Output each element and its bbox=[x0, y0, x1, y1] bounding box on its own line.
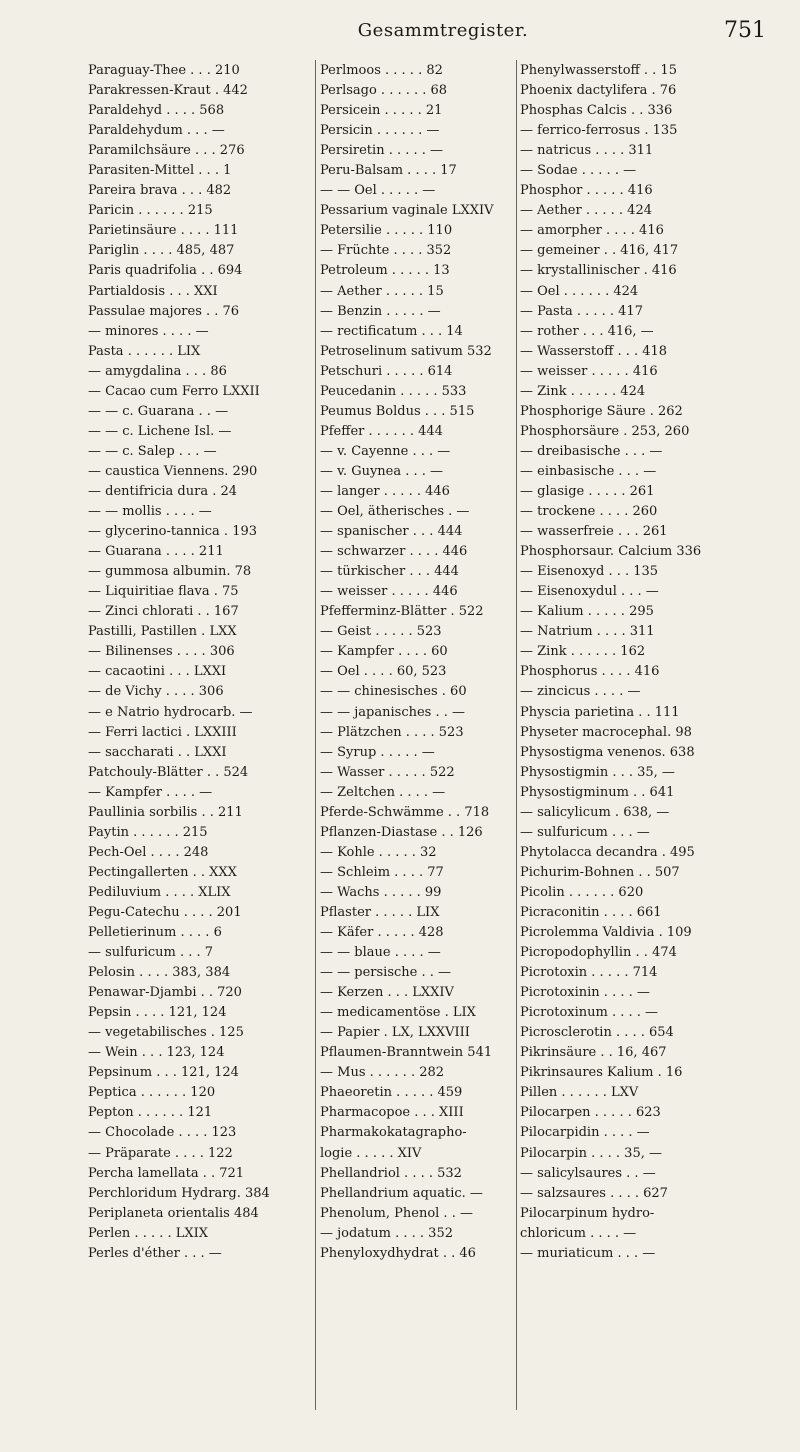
index-entry: — dreibasische . . . — bbox=[520, 443, 663, 459]
index-entry: — amygdalina . . . 86 bbox=[88, 363, 227, 379]
index-entry: — Liquiritiae flava . 75 bbox=[88, 584, 239, 600]
index-entry: Phosphorsäure . 253, 260 bbox=[520, 423, 690, 439]
index-entry: — cacaotini . . . LXXI bbox=[88, 664, 227, 680]
page-number: 751 bbox=[724, 18, 766, 43]
index-entry: — Schleim . . . . 77 bbox=[320, 864, 444, 880]
index-entry: Phenylwasserstoff . . 15 bbox=[520, 63, 677, 78]
index-entry: — langer . . . . . 446 bbox=[320, 483, 450, 499]
index-entry: — salicylsaures . . — bbox=[520, 1165, 656, 1181]
index-entry: Peptica . . . . . . 120 bbox=[88, 1085, 216, 1101]
index-entry: — — c. Salep . . . — bbox=[88, 443, 217, 459]
index-entry: — — persische . . — bbox=[320, 965, 452, 981]
index-entry: Perlsago . . . . . . 68 bbox=[320, 83, 448, 99]
index-entry: Pilocarpin . . . . 35, — bbox=[520, 1145, 662, 1161]
index-entry: Pillen . . . . . . LXV bbox=[520, 1085, 639, 1101]
index-entry: — spanischer . . . 444 bbox=[320, 524, 463, 540]
index-entry: — saccharati . . LXXI bbox=[88, 744, 227, 760]
index-entry: — medicamentöse . LIX bbox=[320, 1005, 476, 1021]
index-entry: — caustica Viennens. 290 bbox=[88, 463, 258, 479]
index-entry: — Zink . . . . . . 424 bbox=[520, 383, 646, 399]
index-entry: Pelosin . . . . 383, 384 bbox=[88, 965, 231, 981]
index-entry: Parakressen-Kraut . 442 bbox=[88, 83, 248, 99]
index-entry: — Eisenoxydul . . . — bbox=[520, 584, 659, 600]
index-entry: — Wasser . . . . . 522 bbox=[320, 764, 455, 780]
index-entry: Paraldehydum . . . — bbox=[88, 123, 225, 139]
index-entry: — gemeiner . . 416, 417 bbox=[520, 243, 679, 259]
index-entry: — Guarana . . . . 211 bbox=[88, 544, 224, 560]
index-entry: — ferrico-ferrosus . 135 bbox=[520, 123, 678, 139]
index-entry: Paricin . . . . . . 215 bbox=[88, 203, 213, 219]
index-entry: Pasta . . . . . . LIX bbox=[88, 343, 201, 359]
index-entry: — Früchte . . . . 352 bbox=[320, 243, 452, 259]
index-entry: — einbasische . . . — bbox=[520, 463, 657, 479]
index-entry: — Benzin . . . . . — bbox=[320, 303, 441, 319]
column-rule bbox=[516, 60, 517, 1410]
index-entry: Pariglin . . . . 485, 487 bbox=[88, 243, 235, 259]
index-entry: Perles d'éther . . . — bbox=[88, 1245, 222, 1261]
index-entry: — Pasta . . . . . 417 bbox=[520, 303, 643, 319]
index-entry: Perlen . . . . . LXIX bbox=[88, 1225, 209, 1241]
index-column-3 bbox=[520, 61, 715, 1264]
index-entry: — weisser . . . . . 416 bbox=[520, 363, 658, 379]
index-entry: Perchloridum Hydrarg. 384 bbox=[88, 1185, 270, 1201]
index-entry: Paraldehyd . . . . 568 bbox=[88, 103, 225, 119]
index-entry: Pilocarpinum hydro- bbox=[520, 1205, 655, 1221]
index-entry: — Papier . LX, LXXVIII bbox=[320, 1025, 470, 1041]
index-entry: — de Vichy . . . . 306 bbox=[88, 684, 224, 700]
index-entry: — Plätzchen . . . . 523 bbox=[320, 724, 464, 740]
index-entry: — Aether . . . . . 424 bbox=[520, 203, 652, 219]
index-entry: Petroselinum sativum 532 bbox=[320, 343, 492, 359]
index-entry: Picropodophyllin . . 474 bbox=[520, 945, 677, 961]
index-entry: Paris quadrifolia . . 694 bbox=[88, 263, 243, 279]
index-entry: Persiretin . . . . . — bbox=[320, 143, 444, 159]
index-entry: Picolin . . . . . . 620 bbox=[520, 884, 644, 900]
index-entry: — amorpher . . . . 416 bbox=[520, 223, 664, 239]
index-entry: Peumus Boldus . . . 515 bbox=[320, 403, 475, 419]
index-entry: Pilocarpen . . . . . 623 bbox=[520, 1105, 661, 1121]
index-entry: Phellandriol . . . . 532 bbox=[320, 1165, 462, 1181]
index-entry: — salicylicum . 638, — bbox=[520, 804, 670, 820]
index-entry: Passulae majores . . 76 bbox=[88, 303, 240, 319]
index-entry: Perlmoos . . . . . 82 bbox=[320, 63, 443, 78]
index-entry: Pessarium vaginale LXXIV bbox=[320, 203, 494, 219]
index-entry: — türkischer . . . 444 bbox=[320, 564, 459, 580]
index-entry: — salzsaures . . . . 627 bbox=[520, 1185, 668, 1201]
index-entry: — Käfer . . . . . 428 bbox=[320, 925, 444, 941]
index-entry: — — japanisches . . — bbox=[320, 704, 465, 720]
index-entry: Parietinsäure . . . . 111 bbox=[88, 223, 239, 239]
index-entry: Phosphor . . . . . 416 bbox=[520, 183, 653, 199]
index-entry: Pech-Oel . . . . 248 bbox=[88, 844, 209, 860]
index-entry: Pectingallerten . . XXX bbox=[88, 864, 237, 880]
index-entry: Phosphorus . . . . 416 bbox=[520, 664, 660, 680]
index-entry: — Syrup . . . . . — bbox=[320, 744, 435, 760]
index-entry: — Kalium . . . . . 295 bbox=[520, 604, 654, 620]
index-entry: — — c. Lichene Isl. — bbox=[88, 423, 232, 439]
index-entry: — Mus . . . . . . 282 bbox=[320, 1065, 445, 1081]
index-entry: — zincicus . . . . — bbox=[520, 684, 641, 700]
index-entry: — Bilinenses . . . . 306 bbox=[88, 644, 235, 660]
index-entry: Pfefferminz-Blätter . 522 bbox=[320, 604, 484, 620]
index-entry: — wasserfreie . . . 261 bbox=[520, 524, 668, 540]
index-entry: Parasiten-Mittel . . . 1 bbox=[88, 163, 232, 179]
index-entry: — Kampfer . . . . — bbox=[88, 784, 213, 800]
index-entry: Pichurim-Bohnen . . 507 bbox=[520, 864, 680, 880]
index-entry: Phellandrium aquatic. — bbox=[320, 1185, 483, 1201]
index-entry: Persicin . . . . . . — bbox=[320, 123, 440, 139]
index-entry: — sulfuricum . . . — bbox=[520, 824, 650, 840]
index-entry: Pferde-Schwämme . . 718 bbox=[320, 804, 490, 820]
index-entry: — v. Cayenne . . . — bbox=[320, 443, 451, 459]
index-entry: Pflaster . . . . . LIX bbox=[320, 904, 440, 920]
index-entry: Pikrinsäure . . 16, 467 bbox=[520, 1045, 667, 1061]
index-entry: — Chocolade . . . . 123 bbox=[88, 1125, 237, 1141]
index-entry: — Natrium . . . . 311 bbox=[520, 624, 655, 640]
index-entry: Physcia parietina . . 111 bbox=[520, 704, 680, 720]
index-entry: — vegetabilisches . 125 bbox=[88, 1025, 244, 1041]
index-entry: Periplaneta orientalis 484 bbox=[88, 1205, 259, 1221]
index-entry: — e Natrio hydrocarb. — bbox=[88, 704, 253, 720]
index-entry: — minores . . . . — bbox=[88, 323, 209, 339]
index-entry: — Kerzen . . . LXXIV bbox=[320, 985, 454, 1001]
index-entry: Partialdosis . . . XXI bbox=[88, 283, 218, 299]
index-entry: Petersilie . . . . . 110 bbox=[320, 223, 453, 239]
index-entry: Pareira brava . . . 482 bbox=[88, 183, 232, 199]
index-entry: Paraguay-Thee . . . 210 bbox=[88, 63, 240, 78]
index-entry: Picrotoxin . . . . . 714 bbox=[520, 965, 658, 981]
index-entry: — Wachs . . . . . 99 bbox=[320, 884, 442, 900]
index-entry: — — mollis . . . . — bbox=[88, 504, 212, 520]
index-entry: — Zeltchen . . . . — bbox=[320, 784, 446, 800]
index-entry: — krystallinischer . 416 bbox=[520, 263, 677, 279]
index-entry: Phaeoretin . . . . . 459 bbox=[320, 1085, 463, 1101]
index-entry: — Kohle . . . . . 32 bbox=[320, 844, 437, 860]
index-entry: — — chinesisches . 60 bbox=[320, 684, 467, 700]
index-entry: Persicein . . . . . 21 bbox=[320, 103, 443, 119]
index-entry: — Geist . . . . . 523 bbox=[320, 624, 442, 640]
index-column-1 bbox=[88, 61, 312, 1264]
index-entry: — — c. Guarana . . — bbox=[88, 403, 229, 419]
index-entry: Phosphorige Säure . 262 bbox=[520, 403, 683, 419]
index-entry: — Aether . . . . . 15 bbox=[320, 283, 444, 299]
index-entry: Peru-Balsam . . . . 17 bbox=[320, 163, 457, 179]
index-entry: Phytolacca decandra . 495 bbox=[520, 844, 695, 860]
index-entry: — rectificatum . . . 14 bbox=[320, 323, 463, 339]
index-column-2 bbox=[320, 61, 513, 1264]
index-entry: Physostigmin . . . 35, — bbox=[520, 764, 675, 780]
index-entry: — gummosa albumin. 78 bbox=[88, 564, 252, 580]
index-entry: — Oel . . . . . . 424 bbox=[520, 283, 639, 299]
index-entry: — Cacao cum Ferro LXXII bbox=[88, 383, 260, 399]
index-entry: Phosphas Calcis . . 336 bbox=[520, 103, 673, 119]
index-entry: — rother . . . 416, — bbox=[520, 323, 654, 339]
index-entry: — v. Guynea . . . — bbox=[320, 463, 444, 479]
index-entry: Pegu-Catechu . . . . 201 bbox=[88, 904, 242, 920]
index-entry: — — blaue . . . . — bbox=[320, 945, 441, 961]
column-rule bbox=[315, 60, 316, 1410]
index-entry: Paytin . . . . . . 215 bbox=[88, 824, 208, 840]
running-title: Gesammtregister. bbox=[357, 20, 529, 41]
index-entry: — glasige . . . . . 261 bbox=[520, 483, 655, 499]
index-entry: Picrotoxinum . . . . — bbox=[520, 1005, 659, 1021]
index-entry: Pfeffer . . . . . . 444 bbox=[320, 423, 443, 439]
page-header bbox=[88, 20, 798, 54]
index-entry: Phoenix dactylifera . 76 bbox=[520, 83, 677, 99]
index-entry: — weisser . . . . . 446 bbox=[320, 584, 458, 600]
index-entry: Physeter macrocephal. 98 bbox=[520, 724, 692, 740]
index-entry: Pastilli, Pastillen . LXX bbox=[88, 624, 237, 640]
index-entry: — jodatum . . . . 352 bbox=[320, 1225, 453, 1241]
index-entry: Petroleum . . . . . 13 bbox=[320, 263, 450, 279]
index-entry: — muriaticum . . . — bbox=[520, 1245, 656, 1261]
index-entry: — — Oel . . . . . — bbox=[320, 183, 436, 199]
index-entry: — Ferri lactici . LXXIII bbox=[88, 724, 237, 740]
index-entry: Picrosclerotin . . . . 654 bbox=[520, 1025, 674, 1041]
index-entry: — schwarzer . . . . 446 bbox=[320, 544, 468, 560]
index-entry: Pharmacopoe . . . XIII bbox=[320, 1105, 464, 1121]
index-entry: — sulfuricum . . . 7 bbox=[88, 945, 214, 961]
index-entry: Pepsin . . . . 121, 124 bbox=[88, 1005, 227, 1021]
index-entry: — Präparate . . . . 122 bbox=[88, 1145, 233, 1161]
index-entry: Peucedanin . . . . . 533 bbox=[320, 383, 467, 399]
index-entry: Pediluvium . . . . XLIX bbox=[88, 884, 231, 900]
index-entry: — natricus . . . . 311 bbox=[520, 143, 654, 159]
index-entry: — Oel . . . . 60, 523 bbox=[320, 664, 447, 680]
index-entry: Picrotoxinin . . . . — bbox=[520, 985, 650, 1001]
index-entry: Phenolum, Phenol . . — bbox=[320, 1205, 473, 1221]
index-entry: Pharmakokatagrapho- bbox=[320, 1125, 467, 1141]
index-entry: Picraconitin . . . . 661 bbox=[520, 904, 662, 920]
index-entry: logie . . . . . XIV bbox=[320, 1145, 422, 1161]
index-entry: Paramilchsäure . . . 276 bbox=[88, 143, 245, 159]
index-entry: Pilocarpidin . . . . — bbox=[520, 1125, 650, 1141]
index-entry: Pflanzen-Diastase . . 126 bbox=[320, 824, 483, 840]
index-entry: Pikrinsaures Kalium . 16 bbox=[520, 1065, 683, 1081]
index-entry: chloricum . . . . — bbox=[520, 1225, 637, 1241]
index-entry: — Oel, ätherisches . — bbox=[320, 504, 470, 520]
index-entry: Patchouly-Blätter . . 524 bbox=[88, 764, 249, 780]
index-entry: — Eisenoxyd . . . 135 bbox=[520, 564, 659, 580]
index-entry: Phenyloxydhydrat . . 46 bbox=[320, 1245, 476, 1261]
index-entry: Penawar-Djambi . . 720 bbox=[88, 985, 242, 1001]
index-entry: Physostigma venenos. 638 bbox=[520, 744, 695, 760]
index-entry: — glycerino-tannica . 193 bbox=[88, 524, 258, 540]
index-entry: — dentifricia dura . 24 bbox=[88, 483, 238, 499]
index-entry: — Kampfer . . . . 60 bbox=[320, 644, 448, 660]
index-entry: Pepsinum . . . 121, 124 bbox=[88, 1065, 239, 1081]
index-entry: — Zink . . . . . . 162 bbox=[520, 644, 646, 660]
index-entry: — Wasserstoff . . . 418 bbox=[520, 343, 668, 359]
index-entry: Physostigminum . . 641 bbox=[520, 784, 675, 800]
index-entry: — trockene . . . . 260 bbox=[520, 504, 658, 520]
index-entry: — Zinci chlorati . . 167 bbox=[88, 604, 239, 620]
index-entry: Paullinia sorbilis . . 211 bbox=[88, 804, 243, 820]
index-entry: Percha lamellata . . 721 bbox=[88, 1165, 245, 1181]
index-entry: Pflaumen-Branntwein 541 bbox=[320, 1045, 493, 1061]
index-entry: — Wein . . . 123, 124 bbox=[88, 1045, 225, 1061]
index-entry: Phosphorsaur. Calcium 336 bbox=[520, 544, 702, 560]
index-entry: Picrolemma Valdivia . 109 bbox=[520, 925, 692, 941]
index-entry: — Sodae . . . . . — bbox=[520, 163, 637, 179]
index-entry: Pepton . . . . . . 121 bbox=[88, 1105, 213, 1121]
index-entry: Petschuri . . . . . 614 bbox=[320, 363, 453, 379]
index-entry: Pelletierinum . . . . 6 bbox=[88, 925, 222, 941]
